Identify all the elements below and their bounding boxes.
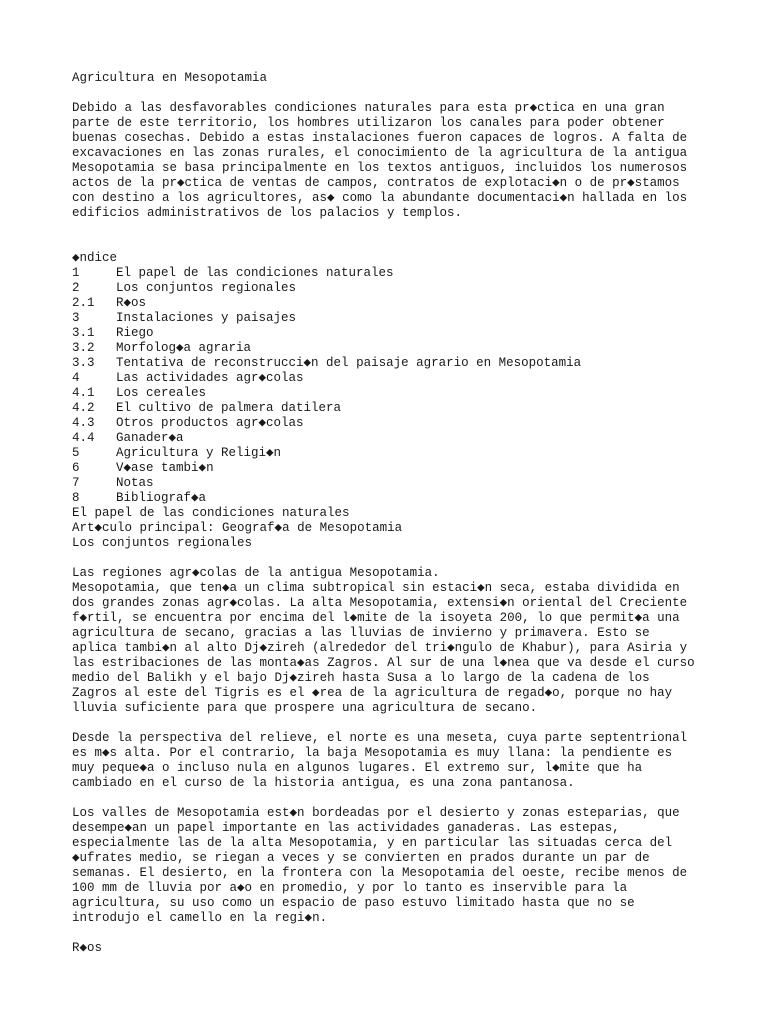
toc-number: 4: [72, 371, 80, 385]
toc-number: 1: [72, 266, 80, 280]
text-line: excavaciones en las zonas rurales, el conocimiento de la agricultura de la antigua: [72, 146, 688, 160]
paragraph: [72, 731, 752, 791]
text-line: Los valles de Mesopotamia est◆n bordeadas por el desierto y zonas esteparias, que: [72, 806, 680, 820]
toc-number: 2: [72, 281, 80, 295]
toc-item: [72, 281, 752, 296]
toc-label: Agricultura y Religi◆n: [116, 446, 282, 460]
toc-item: [72, 296, 752, 311]
toc-label: V◆ase tambi◆n: [116, 461, 214, 475]
document-title: Agricultura en Mesopotamia: [72, 71, 268, 85]
toc-label: Riego: [116, 326, 154, 340]
toc-number: 4.4: [72, 431, 95, 445]
toc-item: [72, 266, 752, 281]
text-line: lluvia suficiente para que prospere una agricultura de secano.: [72, 701, 538, 715]
text-line: Debido a las desfavorables condiciones naturales para esta pr◆ctica en una gran: [72, 101, 665, 115]
index-heading: ◆ndice: [72, 251, 118, 265]
text-line: agricultura, su uso como un espacio de paso estuvo limitado hasta que no se: [72, 896, 635, 910]
document-page: [72, 71, 752, 956]
paragraph: [72, 806, 752, 926]
text-line: Desde la perspectiva del relieve, el norte es una meseta, cuya parte septentrional: [72, 731, 688, 745]
toc-item: [72, 446, 752, 461]
toc-label: Instalaciones y paisajes: [116, 311, 297, 325]
toc-item: [72, 371, 752, 386]
toc-label: Las actividades agr◆colas: [116, 371, 304, 385]
toc-item: [72, 461, 752, 476]
toc-label: Los cereales: [116, 386, 207, 400]
text-line: aplica tambi◆n al alto Dj◆zireh (alrededor del tri◆ngulo de Khabur), para Asiria y: [72, 641, 688, 655]
toc-label: Bibliograf◆a: [116, 491, 207, 505]
toc-number: 4.3: [72, 416, 95, 430]
toc-item: [72, 401, 752, 416]
text-line: buenas cosechas. Debido a estas instalaciones fueron capaces de logros. A falta de: [72, 131, 688, 145]
toc-number: 3: [72, 311, 80, 325]
text-line: actos de la pr◆ctica de ventas de campos, contratos de explotaci◆n o de pr◆stamos: [72, 176, 680, 190]
toc-item: [72, 311, 752, 326]
text-line: introdujo el camello en la regi◆n.: [72, 911, 328, 925]
text-line: Zagros al este del Tigris es el ◆rea de la agricultura de regad◆o, porque no hay: [72, 686, 673, 700]
toc-number: 4.2: [72, 401, 95, 415]
toc-label: Otros productos agr◆colas: [116, 416, 304, 430]
text-line: con destino a los agricultores, as◆ como la abundante documentaci◆n hallada en los: [72, 191, 688, 205]
toc-label: Morfolog◆a agraria: [116, 341, 252, 355]
section-heading: R◆os: [72, 941, 103, 955]
text-line: edificios administrativos de los palacios y templos.: [72, 206, 463, 220]
toc-item: [72, 476, 752, 491]
text-line: Las regiones agr◆colas de la antigua Mesopotamia.: [72, 566, 440, 580]
text-line: es m◆s alta. Por el contrario, la baja Mesopotamia es muy llana: la pendiente es: [72, 746, 673, 760]
toc-item: [72, 356, 752, 371]
section-heading: El papel de las condiciones naturales: [72, 506, 350, 520]
toc-item: [72, 431, 752, 446]
toc-number: 8: [72, 491, 80, 505]
toc-label: El papel de las condiciones naturales: [116, 266, 394, 280]
toc-number: 5: [72, 446, 80, 460]
text-line: medio del Balikh y el bajo Dj◆zireh hasta Susa a lo largo de la cadena de los: [72, 671, 650, 685]
toc-label: Notas: [116, 476, 154, 490]
toc-item: [72, 386, 752, 401]
text-line: parte de este territorio, los hombres utilizaron los canales para poder obtener: [72, 116, 665, 130]
toc-number: 3.3: [72, 356, 95, 370]
toc-item: [72, 341, 752, 356]
toc-item: [72, 326, 752, 341]
toc-label: Los conjuntos regionales: [116, 281, 297, 295]
toc-number: 7: [72, 476, 80, 490]
text-line: desempe◆an un papel importante en las actividades ganaderas. Las estepas,: [72, 821, 620, 835]
intro-paragraph: [72, 101, 752, 221]
table-of-contents: [72, 266, 752, 506]
text-line: 100 mm de lluvia por a◆o en promedio, y por lo tanto es inservible para la: [72, 881, 628, 895]
text-line: semanas. El desierto, en la frontera con la Mesopotamia del oeste, recibe menos de: [72, 866, 688, 880]
toc-number: 4.1: [72, 386, 95, 400]
text-line: dos grandes zonas agr◆colas. La alta Mesopotamia, extensi◆n oriental del Creciente: [72, 596, 688, 610]
text-line: muy peque◆a o incluso nula en algunos lugares. El extremo sur, l◆mite que ha: [72, 761, 643, 775]
text-line: cambiado en el curso de la historia antigua, es una zona pantanosa.: [72, 776, 575, 790]
toc-item: [72, 416, 752, 431]
toc-label: R◆os: [116, 296, 147, 310]
toc-label: El cultivo de palmera datilera: [116, 401, 342, 415]
text-line: agricultura de secano, gracias a las lluvias de invierno y primavera. Esto se: [72, 626, 650, 640]
paragraph: [72, 566, 752, 716]
text-line: Mesopotamia se basa principalmente en los textos antiguos, incluidos los numerosos: [72, 161, 688, 175]
text-line: ◆ufrates medio, se riegan a veces y se convierten en prados durante un par de: [72, 851, 650, 865]
toc-label: Ganader◆a: [116, 431, 184, 445]
toc-number: 3.2: [72, 341, 95, 355]
main-article-note: Art◆culo principal: Geograf◆a de Mesopotamia: [72, 521, 403, 535]
text-line: las estribaciones de las monta◆as Zagros. Al sur de una l◆nea que va desde el curso: [72, 656, 695, 670]
toc-label: Tentativa de reconstrucci◆n del paisaje agrario en Mesopotamia: [116, 356, 582, 370]
text-line: Mesopotamia, que ten◆a un clima subtropical sin estaci◆n seca, estaba dividida en: [72, 581, 680, 595]
toc-number: 2.1: [72, 296, 95, 310]
toc-item: [72, 491, 752, 506]
text-line: especialmente las de la alta Mesopotamia, y en particular las situadas cerca del: [72, 836, 673, 850]
toc-number: 3.1: [72, 326, 95, 340]
section-heading: Los conjuntos regionales: [72, 536, 253, 550]
text-line: f◆rtil, se encuentra por encima del l◆mite de la isoyeta 200, lo que permit◆a una: [72, 611, 680, 625]
toc-number: 6: [72, 461, 80, 475]
